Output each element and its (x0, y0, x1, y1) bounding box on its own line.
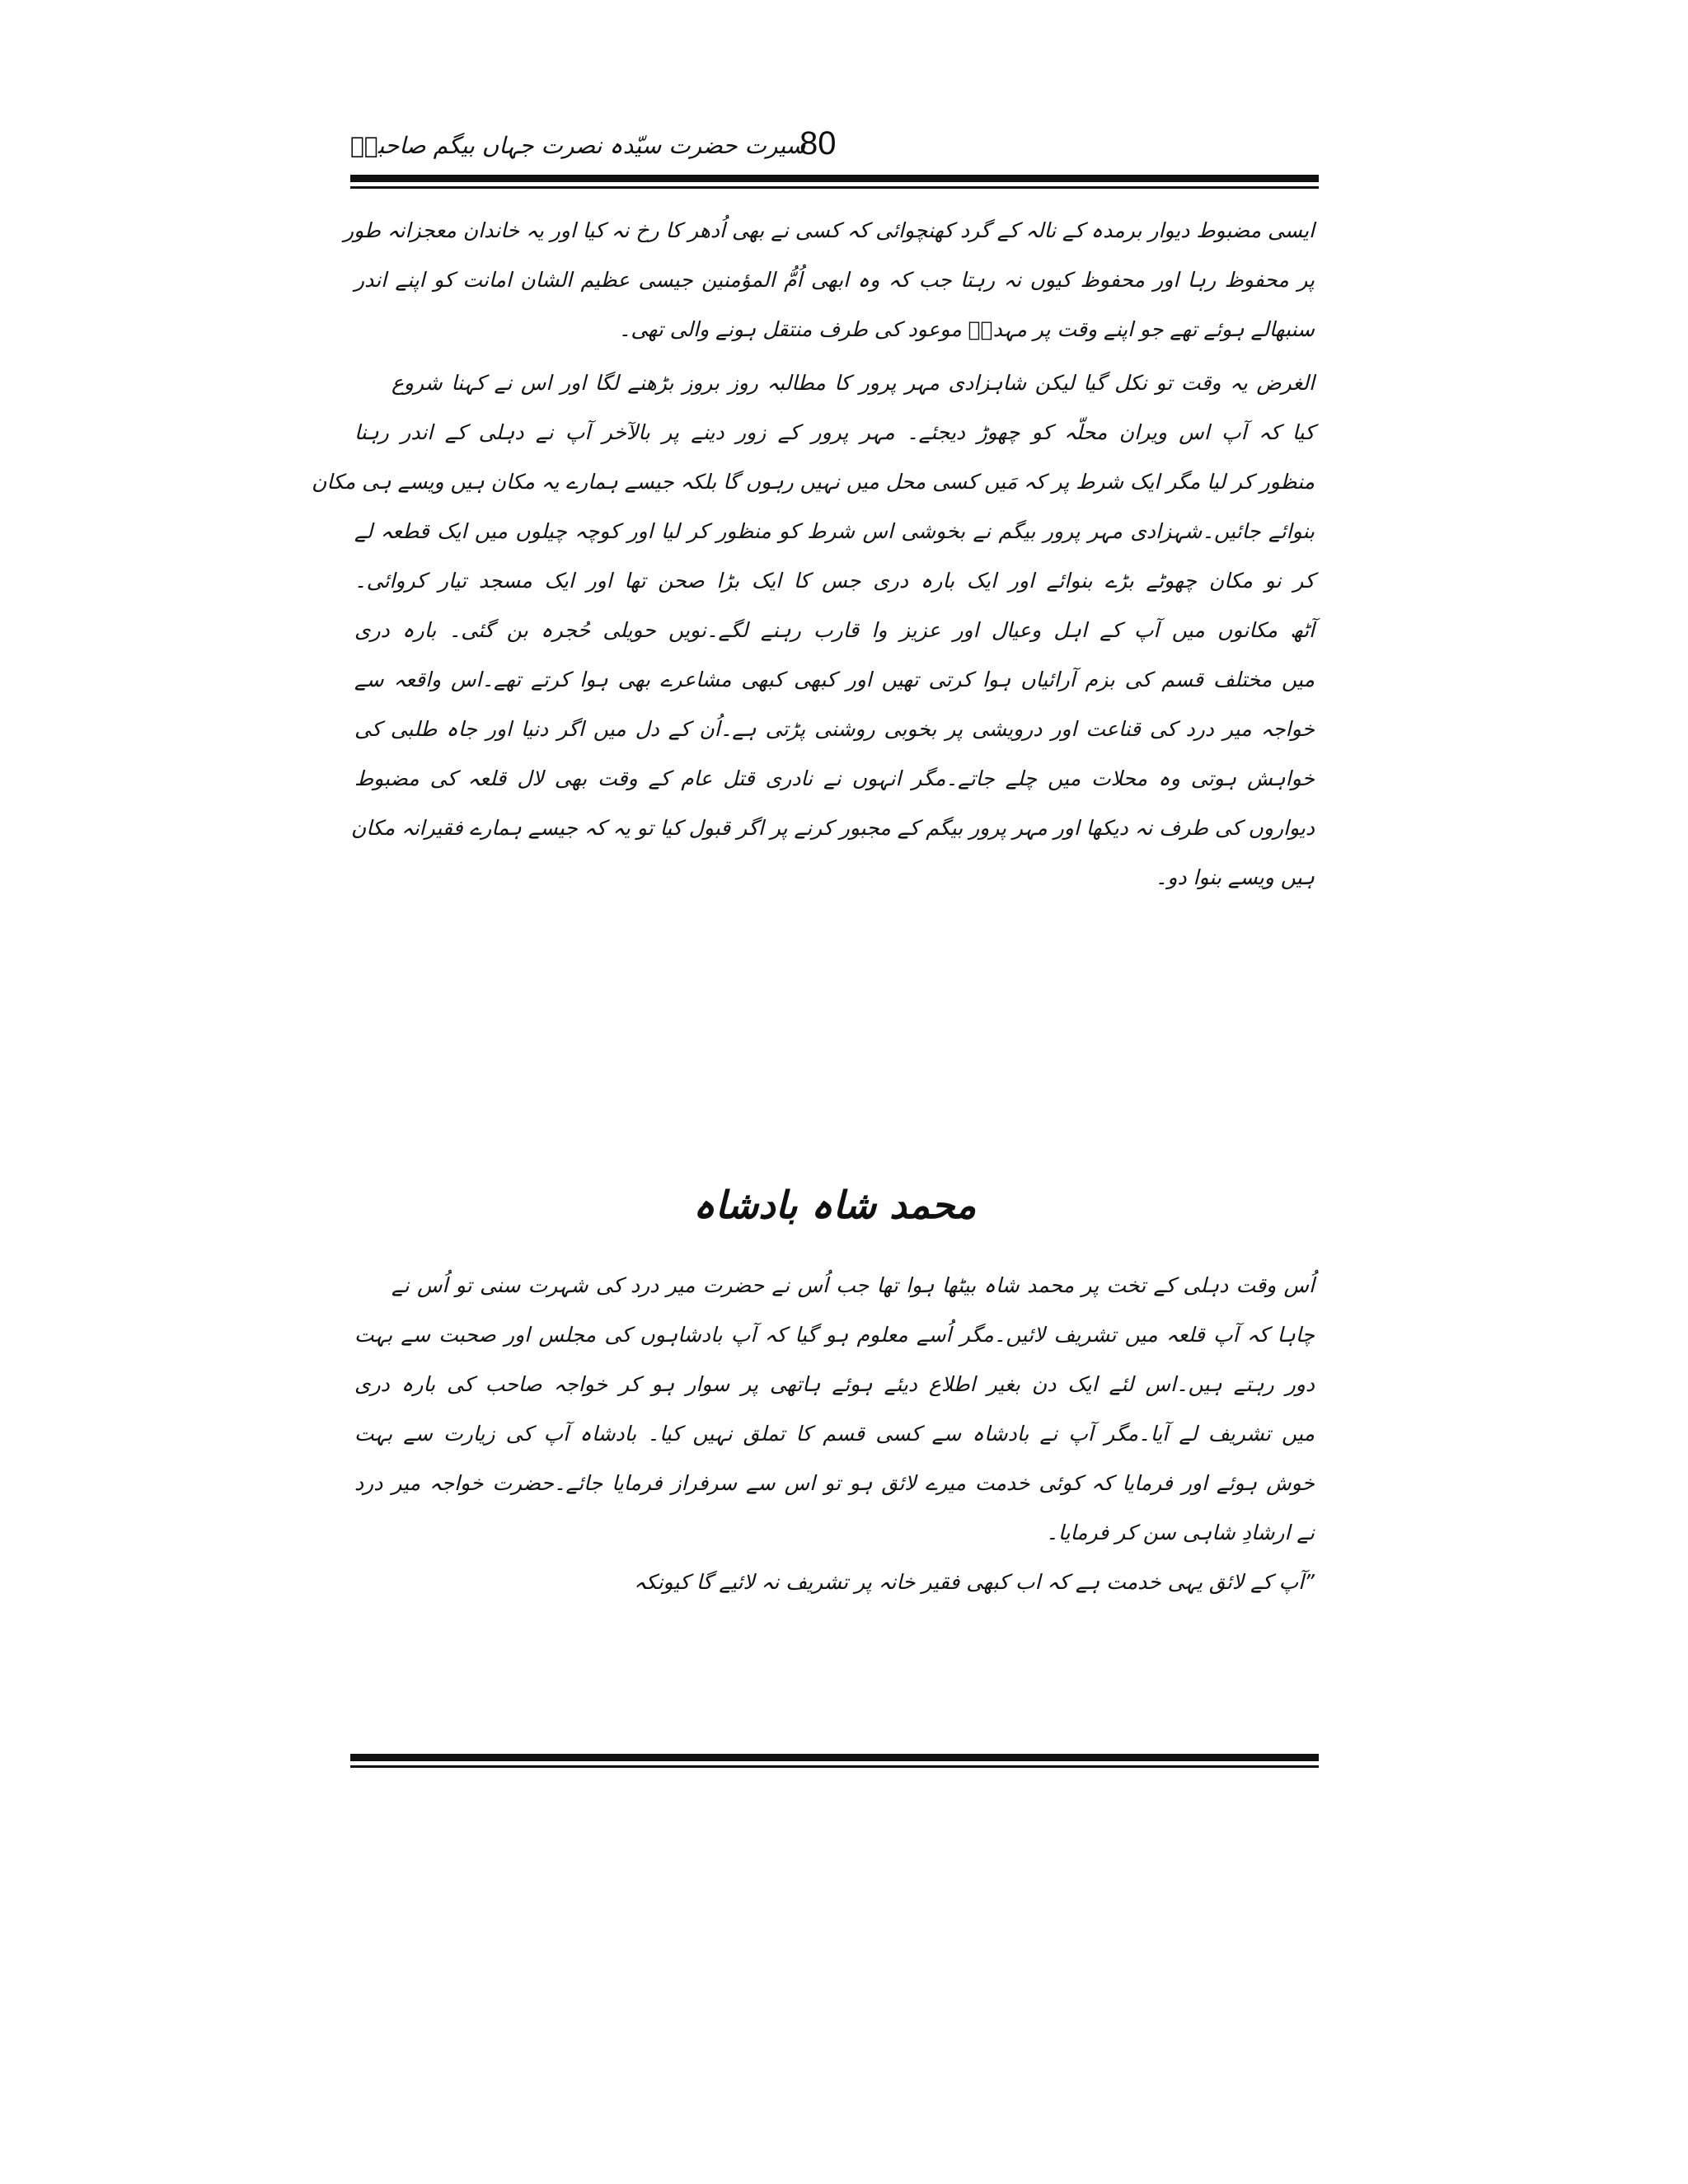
text-line: چاہا کہ آپ قلعہ میں تشریف لائیں۔مگر اُسے معلوم ہو گیا کہ آپ بادشاہوں کی مجلس اور صحبت سے بہت (354, 1323, 1315, 1347)
page-number: 80 (799, 125, 837, 162)
text-line: کر نو مکان چھوٹے بڑے بنوائے اور ایک بارہ دری جس کا ایک بڑا صحن تھا اور ایک مسجد تیار کروائی۔ (354, 569, 1315, 593)
text-line: ہیں ویسے بنوا دو۔ (1155, 865, 1315, 889)
header-rule-thick (350, 175, 1319, 182)
text-line: منظور کر لیا مگر ایک شرط پر کہ مَیں کسی محل میں نہیں رہوں گا بلکہ جیسے ہمارے یہ مکان ہیں ویسے ہی مکان (312, 470, 1315, 494)
text-line: بنوائے جائیں۔شہزادی مہر پرور بیگم نے بخوشی اس شرط کو منظور کر لیا اور کوچہ چیلوں میں ایک قطعہ لے (354, 519, 1315, 543)
text-line: نے ارشادِ شاہی سن کر فرمایا۔ (1046, 1521, 1315, 1544)
footer-rule-thin (350, 1765, 1319, 1768)
text-line: میں تشریف لے آیا۔مگر آپ نے بادشاہ سے کسی قسم کا تملق نہیں کیا۔ بادشاہ آپ کی زیارت سے بہت (354, 1422, 1315, 1446)
footer-rule-thick (350, 1754, 1319, 1761)
page-header (350, 125, 1319, 175)
text-line: پر محفوظ رہا اور محفوظ کیوں نہ رہتا جب کہ وہ ابھی اُمُّ المؤمنین جیسی عظیم الشان امانت کو اپنے اندر (354, 268, 1315, 292)
text-line: دور رہتے ہیں۔اس لئے ایک دن بغیر اطلاع دیئے ہوئے ہاتھی پر سوار ہو کر خواجہ صاحب کی بارہ دری (354, 1372, 1315, 1396)
text-line: کیا کہ آپ اس ویران محلّہ کو چھوڑ دیجئے۔ مہر پرور کے زور دینے پر بالآخر آپ نے دہلی کے اندر رہنا (354, 420, 1315, 444)
header-rule-thin (350, 186, 1319, 189)
text-line: خواجہ میر درد کی قناعت اور درویشی پر بخوبی روشنی پڑتی ہے۔اُن کے دل میں اگر دنیا اور جاہ طلبی کی (354, 717, 1315, 741)
text-line: خوش ہوئے اور فرمایا کہ کوئی خدمت میرے لائق ہو تو اس سے سرفراز فرمایا جائے۔حضرت خواجہ میر درد (354, 1471, 1315, 1495)
text-line: دیواروں کی طرف نہ دیکھا اور مہر پرور بیگم کے مجبور کرنے پر اگر قبول کیا تو یہ کہ جیسے ہمارے فقیرانہ مکان (350, 816, 1315, 840)
text-line: خواہش ہوتی وہ محلات میں چلے جاتے۔مگر انہوں نے نادری قتل عام کے وقت بھی لال قلعہ کی مضبوط (354, 766, 1315, 790)
text-line: اُس وقت دہلی کے تخت پر محمد شاہ بیٹھا ہوا تھا جب اُس نے حضرت میر درد کی شہرت سنی تو اُس نے (392, 1273, 1315, 1297)
text-line: ایسی مضبوط دیوار برمدہ کے نالہ کے گرد کھنچوائی کہ کسی نے بھی اُدھر کا رخ نہ کیا اور یہ خاندان معجزانہ طور (344, 218, 1315, 242)
text-line: آٹھ مکانوں میں آپ کے اہل وعیال اور عزیز وا قارب رہنے لگے۔نویں حویلی حُجرہ بن گئی۔ بارہ دری (354, 618, 1315, 642)
running-title: سیرت حضرت سیّدہ نصرت جہاں بیگم صاحبہؓ (350, 132, 806, 159)
text-line: میں مختلف قسم کی بزم آرائیاں ہوا کرتی تھیں اور کبھی کبھی مشاعرے بھی ہوا کرتے تھے۔اس واقعہ سے (354, 668, 1315, 691)
text-line: الغرض یہ وقت تو نکل گیا لیکن شاہزادی مہر پرور کا مطالبہ روز بروز بڑھنے لگا اور اس نے کہنا شروع (392, 371, 1315, 395)
text-line: سنبھالے ہوئے تھے جو اپنے وقت پر مہدیؑ موعود کی طرف منتقل ہونے والی تھی۔ (618, 317, 1315, 341)
section-heading: محمد شاہ بادشاہ (692, 1183, 977, 1227)
quote-line: ”آپ کے لائق یہی خدمت ہے کہ اب کبھی فقیر خانہ پر تشریف نہ لائیے گا کیونکہ (634, 1570, 1315, 1594)
